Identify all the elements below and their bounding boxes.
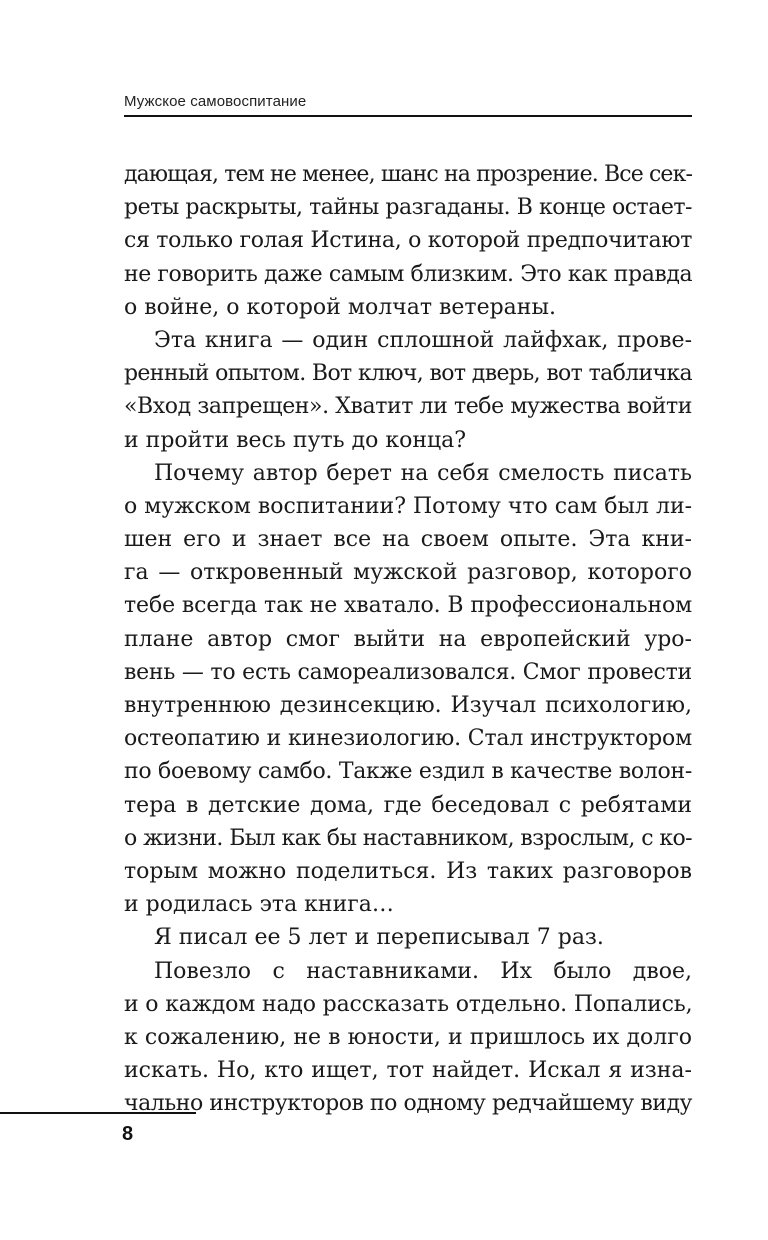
text-line: «Вход запрещен». Хватит ли тебе мужества войти [124, 394, 692, 420]
text-line: о войне, о которой молчат ветераны. [124, 294, 556, 320]
text-line: о жизни. Был как бы наставником, взрослым, с ко- [124, 825, 693, 851]
text-line: га — откровенный мужской разговор, которого [124, 560, 692, 586]
page-number: 8 [122, 1123, 134, 1145]
text-line: внутреннюю дезинсекцию. Изучал психологию, [124, 693, 692, 718]
text-line: Эта книга — один сплошной лайфхак, прове- [154, 327, 692, 353]
text-line: плане автор смог выйти на европейский уро- [124, 626, 692, 652]
text-line: чально инструкторов по одному редчайшему виду [124, 1091, 692, 1117]
text-line: шен его и знает все на своем опыте. Эта кни- [124, 527, 692, 553]
text-line: ся только голая Истина, о которой предпочитают [124, 228, 693, 254]
text-line: торым можно поделиться. Из таких разговоров [124, 858, 692, 884]
text-line: и родилась эта книга… [124, 892, 394, 918]
text-line: о мужском воспитании? Потому что сам был ли- [124, 493, 692, 519]
text-line: Я писал ее 5 лет и переписывал 7 раз. [154, 925, 604, 951]
text-line: вень — то есть самореализовался. Смог провести [124, 659, 692, 685]
body-text [124, 158, 692, 1120]
text-line: к сожалению, не в юности, и пришлось их долго [124, 1024, 692, 1050]
text-line: ренный опытом. Вот ключ, вот дверь, вот табличка [124, 361, 692, 387]
text-line: тера в детские дома, где беседовал с ребятами [124, 792, 692, 818]
text-line: искать. Но, кто ищет, тот найдет. Искал я изна- [124, 1058, 692, 1084]
running-head-title: Мужское самовоспитание [124, 93, 307, 110]
text-line: тебе всегда так не хватало. В профессиональном [124, 593, 693, 619]
text-line: Повезло с наставниками. Их было двое, [154, 958, 692, 984]
text-line: остеопатию и кинезиологию. Стал инструктором [124, 726, 692, 752]
text-line: дающая, тем не менее, шанс на прозрение. Все сек- [124, 162, 692, 187]
header-rule [124, 115, 692, 117]
text-line: по боевому самбо. Также ездил в качестве волон- [124, 759, 692, 785]
text-line: и пройти весь путь до конца? [124, 427, 467, 453]
text-line: и о каждом надо рассказать отдельно. Попались, [124, 991, 693, 1017]
text-line: Почему автор берет на себя смелость писать [154, 460, 692, 486]
footer-rule [0, 1112, 196, 1114]
text-line: реты раскрыты, тайны разгаданы. В конце остает- [124, 195, 692, 221]
text-line: не говорить даже самым близким. Это как правда [124, 261, 693, 287]
